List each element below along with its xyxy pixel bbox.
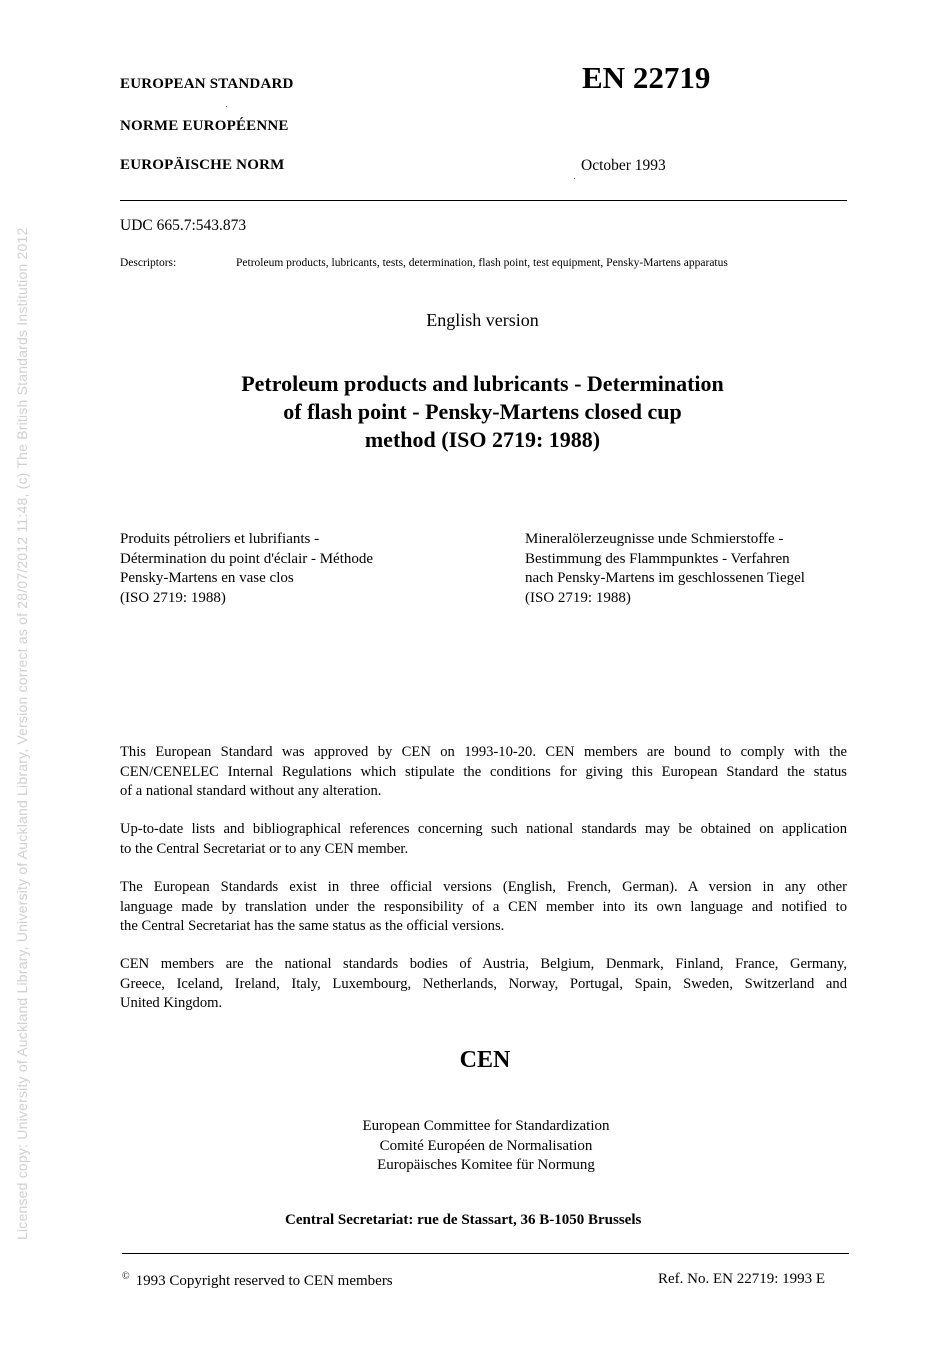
cen-name-line: Europäisches Komitee für Normung xyxy=(377,1157,595,1173)
title-line: of flash point - Pensky-Martens closed cup xyxy=(283,399,682,424)
german-title-line: nach Pensky-Martens im geschlossenen Tiegel xyxy=(525,570,805,586)
references-paragraph xyxy=(120,820,847,859)
descriptors-text: Petroleum products, lubricants, tests, determination, flash point, test equipment, Pensky-Martens apparatus xyxy=(236,257,728,269)
paragraph-line: of a national standard without any alteration. xyxy=(120,783,382,799)
versions-paragraph xyxy=(120,878,847,937)
descriptors-label: Descriptors: xyxy=(120,257,177,269)
members-paragraph xyxy=(120,955,847,1014)
cen-heading: CEN xyxy=(459,1047,511,1073)
german-title xyxy=(525,530,805,608)
scan-speck xyxy=(226,106,227,107)
publication-date: October 1993 xyxy=(581,157,666,174)
german-title-line: (ISO 2719: 1988) xyxy=(525,589,631,606)
title-line: method (ISO 2719: 1988) xyxy=(364,427,601,452)
french-title-line: Détermination du point d'éclair - Méthode xyxy=(120,550,374,567)
cen-name-line: Comité Européen de Normalisation xyxy=(379,1137,593,1154)
french-title-line: Produits pétroliers et lubrifiants - xyxy=(120,531,320,547)
document-title xyxy=(160,370,805,454)
central-secretariat-address: Central Secretariat: rue de Stassart, 36 B-1050 Brussels xyxy=(285,1212,642,1228)
footer-rule xyxy=(122,1253,849,1254)
german-title-line: Bestimmung des Flammpunktes - Verfahren xyxy=(525,550,790,567)
label-norme-europeenne: NORME EUROPÉENNE xyxy=(120,118,289,134)
header-rule xyxy=(120,200,847,201)
copyright-notice xyxy=(122,1271,393,1290)
german-title-line: Mineralölerzeugnisse unde Schmierstoffe - xyxy=(525,531,784,547)
reference-number: Ref. No. EN 22719: 1993 E xyxy=(658,1271,826,1287)
french-title-line: (ISO 2719: 1988) xyxy=(120,589,226,606)
copyright-symbol: © xyxy=(122,1271,130,1282)
paragraph-line: The European Standards exist in three official versions (English, French, German). A version in any other xyxy=(120,879,847,895)
approval-paragraph xyxy=(120,743,847,802)
paragraph-line: CEN/CENELEC Internal Regulations which stipulate the conditions for giving this European Standard the status xyxy=(120,763,847,780)
copyright-text: 1993 Copyright reserved to CEN members xyxy=(135,1273,393,1289)
french-title xyxy=(120,530,373,608)
paragraph-line: to the Central Secretariat or to any CEN member. xyxy=(120,840,409,857)
cen-name-line: European Committee for Standardization xyxy=(362,1118,610,1134)
paragraph-line: language made by translation under the responsibility of a CEN member into its own language and notified to xyxy=(120,898,847,915)
version-label: English version xyxy=(426,310,539,330)
udc-code: UDC 665.7:543.873 xyxy=(120,217,247,234)
paragraph-line: United Kingdom. xyxy=(120,995,223,1011)
title-line: Petroleum products and lubricants - Determination xyxy=(241,371,724,396)
french-title-line: Pensky-Martens en vase clos xyxy=(120,570,294,586)
label-europaische-norm: EUROPÄISCHE NORM xyxy=(120,157,285,173)
paragraph-line: the Central Secretariat has the same status as the official versions. xyxy=(120,918,505,934)
scan-speck xyxy=(574,178,575,179)
paragraph-line: This European Standard was approved by CEN on 1993-10-20. CEN members are bound to comply with the xyxy=(120,744,847,760)
paragraph-line: CEN members are the national standards bodies of Austria, Belgium, Denmark, Finland, France, Germany, xyxy=(120,956,847,972)
cen-names xyxy=(0,1117,950,1176)
label-european-standard: EUROPEAN STANDARD xyxy=(120,76,294,92)
paragraph-line: Greece, Iceland, Ireland, Italy, Luxembourg, Netherlands, Norway, Portugal, Spain, Sweden, Switzerland and xyxy=(120,975,847,992)
paragraph-line: Up-to-date lists and bibliographical references concerning such national standards may be obtained on application xyxy=(120,821,847,837)
watermark-text: Licensed copy: University of Auckland Library, University of Auckland Library, Version correct as of 28/07/2012 11:48, (c) The British Standards Institution 2012 xyxy=(14,227,30,1240)
standard-number: EN 22719 xyxy=(582,60,711,95)
